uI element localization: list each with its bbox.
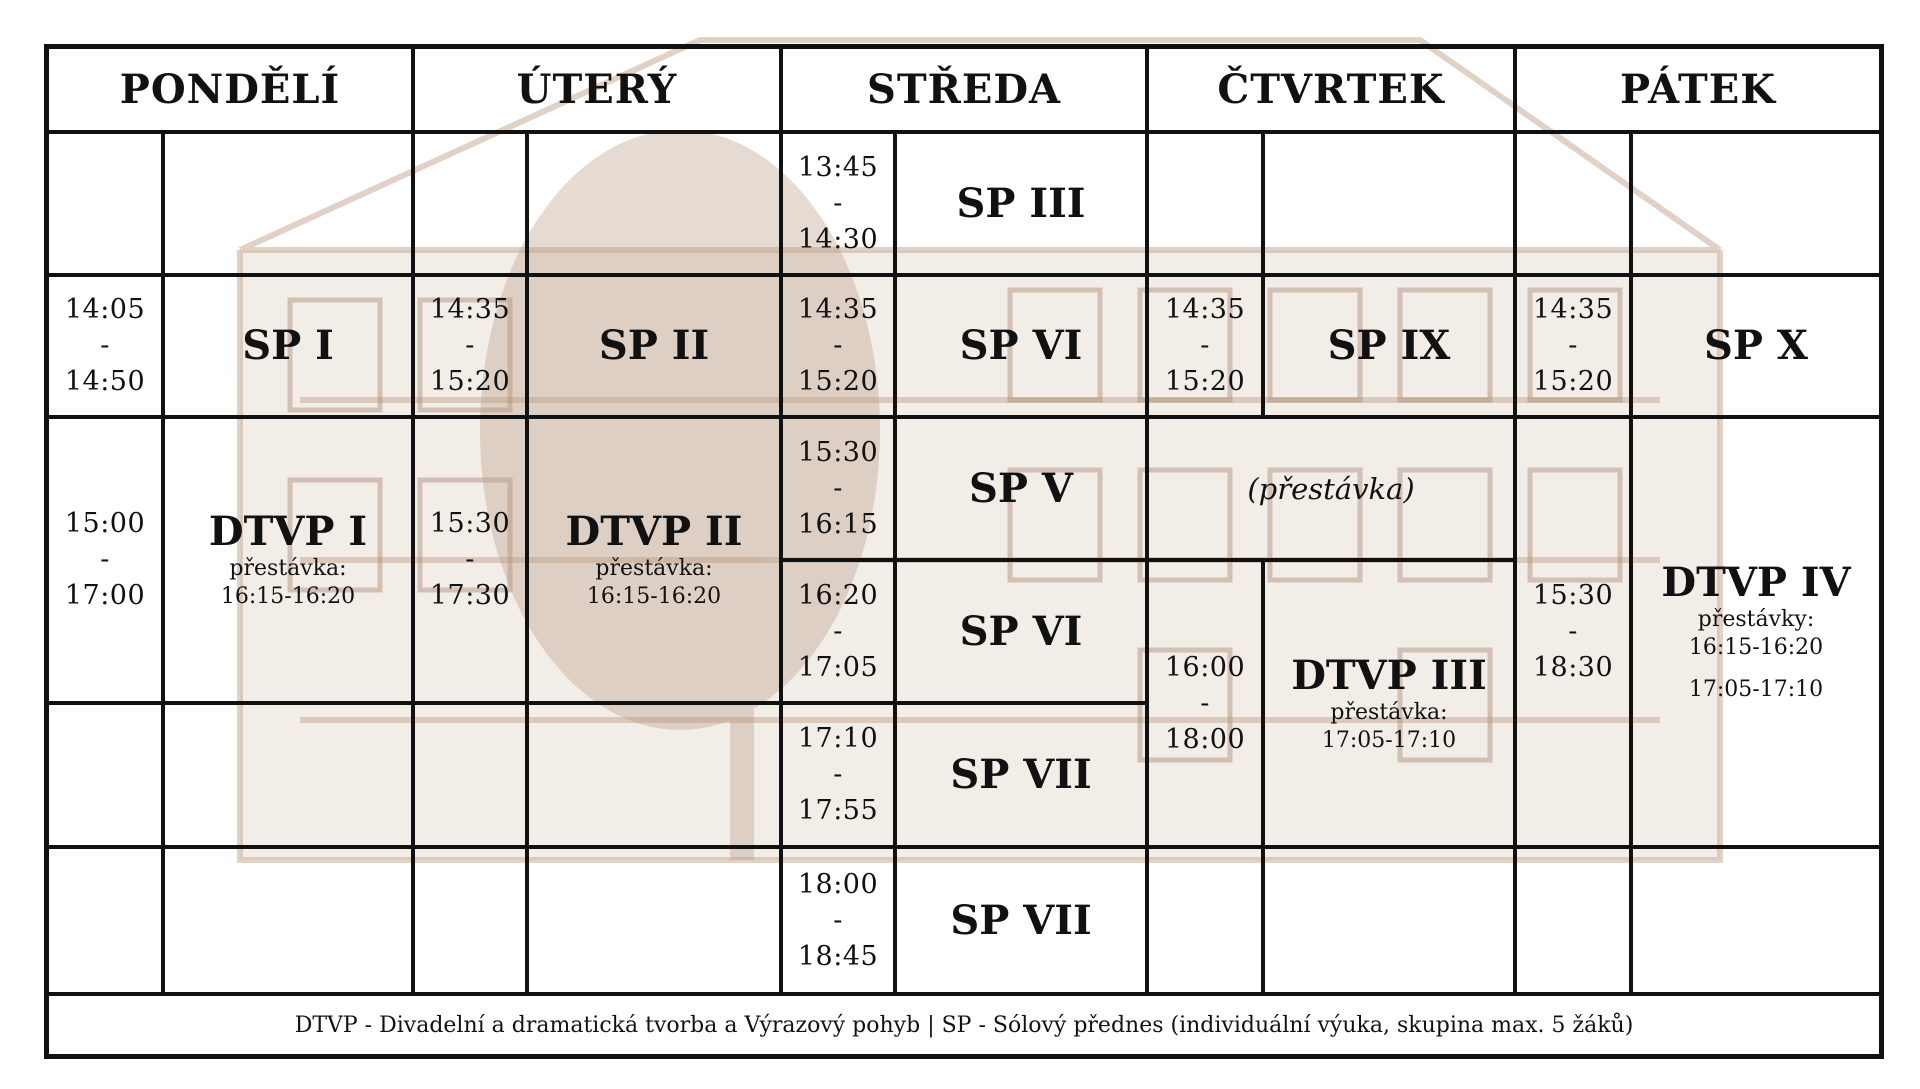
time-start: 14:35 — [429, 294, 511, 325]
time-range-tue-dtvp — [415, 419, 529, 705]
break-time: 17:05-17:10 — [1321, 727, 1457, 753]
lesson-name: SP VI — [959, 322, 1083, 369]
lesson-tue-sp — [529, 277, 783, 419]
empty-slot — [529, 134, 783, 277]
time-end: 15:20 — [429, 366, 511, 397]
break-time-2: 17:05-17:10 — [1688, 677, 1824, 702]
time-start: 14:05 — [64, 294, 146, 325]
time-start: 16:00 — [1164, 651, 1246, 683]
time-start: 16:20 — [797, 579, 879, 611]
time-separator: - — [833, 330, 843, 361]
lesson-name: DTVP III — [1291, 651, 1487, 699]
time-end: 17:00 — [64, 580, 146, 611]
time-separator: - — [465, 544, 475, 575]
time-separator: - — [833, 759, 843, 790]
time-range-wed-6 — [783, 849, 897, 996]
empty-slot — [415, 705, 529, 849]
lesson-name: SP VII — [950, 896, 1092, 944]
time-end: 18:00 — [1164, 723, 1246, 755]
time-range-wed-4 — [783, 562, 897, 705]
lesson-name: SP VII — [950, 751, 1092, 798]
time-start: 13:45 — [797, 151, 879, 183]
day-header-friday: PÁTEK — [1517, 49, 1879, 134]
time-range-thu-dtvp — [1149, 562, 1265, 849]
lesson-name: SP X — [1704, 322, 1808, 369]
lesson-wed-3 — [897, 419, 1149, 562]
empty-slot — [165, 705, 415, 849]
legend: DTVP - Divadelní a dramatická tvorba a Výrazový pohyb | SP - Sólový přednes (individuální výuka, skupina max. 5 žáků) — [294, 1012, 1634, 1038]
lesson-name: SP II — [598, 322, 710, 369]
time-range-tue-sp — [415, 277, 529, 419]
time-separator: - — [1568, 616, 1578, 647]
empty-slot — [49, 849, 165, 996]
time-end: 15:20 — [797, 366, 879, 397]
time-separator: - — [1568, 330, 1578, 361]
empty-slot — [1517, 134, 1633, 277]
time-separator: - — [100, 330, 110, 361]
time-separator: - — [833, 904, 843, 936]
empty-slot — [49, 134, 165, 277]
time-range-wed-1 — [783, 134, 897, 277]
time-start: 15:30 — [429, 508, 511, 539]
time-start: 18:00 — [797, 868, 879, 900]
time-separator: - — [100, 544, 110, 575]
lesson-name: SP III — [956, 179, 1086, 227]
time-separator: - — [465, 330, 475, 361]
lesson-thu-sp — [1265, 277, 1517, 419]
time-start: 17:10 — [797, 723, 879, 754]
time-separator: - — [833, 615, 843, 647]
time-range-fri-dtvp — [1517, 419, 1633, 849]
time-end: 17:30 — [429, 580, 511, 611]
break-label: přestávka: — [229, 556, 347, 581]
lesson-wed-1 — [897, 134, 1149, 277]
lesson-name: SP IX — [1327, 322, 1451, 369]
empty-slot — [1265, 849, 1517, 996]
time-start: 15:30 — [1532, 580, 1614, 611]
time-separator: - — [833, 187, 843, 219]
day-header-thursday: ČTVRTEK — [1149, 49, 1517, 134]
lesson-name: DTVP I — [208, 508, 368, 555]
empty-slot — [529, 705, 783, 849]
time-start: 14:35 — [1532, 294, 1614, 325]
day-header-tuesday: ÚTERÝ — [415, 49, 783, 134]
time-separator: - — [1200, 687, 1210, 719]
lesson-wed-2 — [897, 277, 1149, 419]
break-label: přestávka: — [595, 556, 713, 581]
empty-slot — [165, 134, 415, 277]
time-end: 14:30 — [797, 223, 879, 255]
time-range-fri-sp — [1517, 277, 1633, 419]
day-header-monday: PONDĚLÍ — [49, 49, 415, 134]
empty-slot — [1149, 849, 1265, 996]
empty-slot — [1633, 134, 1879, 277]
empty-slot — [1633, 849, 1879, 996]
lesson-wed-4 — [897, 562, 1149, 705]
break-time: 16:15-16:20 — [1688, 635, 1824, 660]
time-end: 16:15 — [797, 508, 879, 540]
break-label: přestávka: — [1330, 699, 1448, 725]
lesson-name: DTVP II — [565, 508, 743, 555]
time-range-thu-sp — [1149, 277, 1265, 419]
time-end: 14:50 — [64, 366, 146, 397]
time-range-wed-2 — [783, 277, 897, 419]
empty-slot — [165, 849, 415, 996]
lesson-fri-sp — [1633, 277, 1879, 419]
empty-slot — [529, 849, 783, 996]
time-separator: - — [833, 472, 843, 504]
empty-slot — [415, 134, 529, 277]
break-thu: (přestávka) — [1149, 419, 1517, 562]
time-end: 17:55 — [797, 795, 879, 826]
time-start: 15:30 — [797, 436, 879, 468]
lesson-thu-dtvp — [1265, 562, 1517, 849]
lesson-wed-6 — [897, 849, 1149, 996]
time-end: 17:05 — [797, 651, 879, 683]
empty-slot — [1517, 849, 1633, 996]
break-time: 16:15-16:20 — [220, 584, 356, 609]
empty-slot — [1265, 134, 1517, 277]
schedule-table — [44, 44, 1884, 1059]
time-end: 15:20 — [1532, 366, 1614, 397]
lesson-fri-dtvp — [1633, 419, 1879, 849]
break-time: 16:15-16:20 — [586, 584, 722, 609]
lesson-mon-sp — [165, 277, 415, 419]
time-start: 14:35 — [797, 294, 879, 325]
lesson-mon-dtvp — [165, 419, 415, 705]
time-start: 15:00 — [64, 508, 146, 539]
time-range-wed-3 — [783, 419, 897, 562]
empty-slot — [415, 849, 529, 996]
time-separator: - — [1200, 330, 1210, 361]
lesson-name: SP V — [969, 464, 1073, 512]
time-end: 18:30 — [1532, 652, 1614, 683]
lesson-tue-dtvp — [529, 419, 783, 705]
day-header-wednesday: STŘEDA — [783, 49, 1149, 134]
lesson-name: SP I — [242, 322, 334, 369]
lesson-wed-5 — [897, 705, 1149, 849]
time-range-mon-dtvp — [49, 419, 165, 705]
time-range-mon-sp — [49, 277, 165, 419]
time-end: 15:20 — [1164, 366, 1246, 397]
lesson-name: DTVP IV — [1661, 559, 1851, 606]
time-start: 14:35 — [1164, 294, 1246, 325]
time-range-wed-5 — [783, 705, 897, 849]
break-label: přestávky: — [1697, 607, 1815, 632]
time-end: 18:45 — [797, 940, 879, 972]
lesson-name: SP VI — [959, 607, 1083, 655]
empty-slot — [1149, 134, 1265, 277]
empty-slot — [49, 705, 165, 849]
